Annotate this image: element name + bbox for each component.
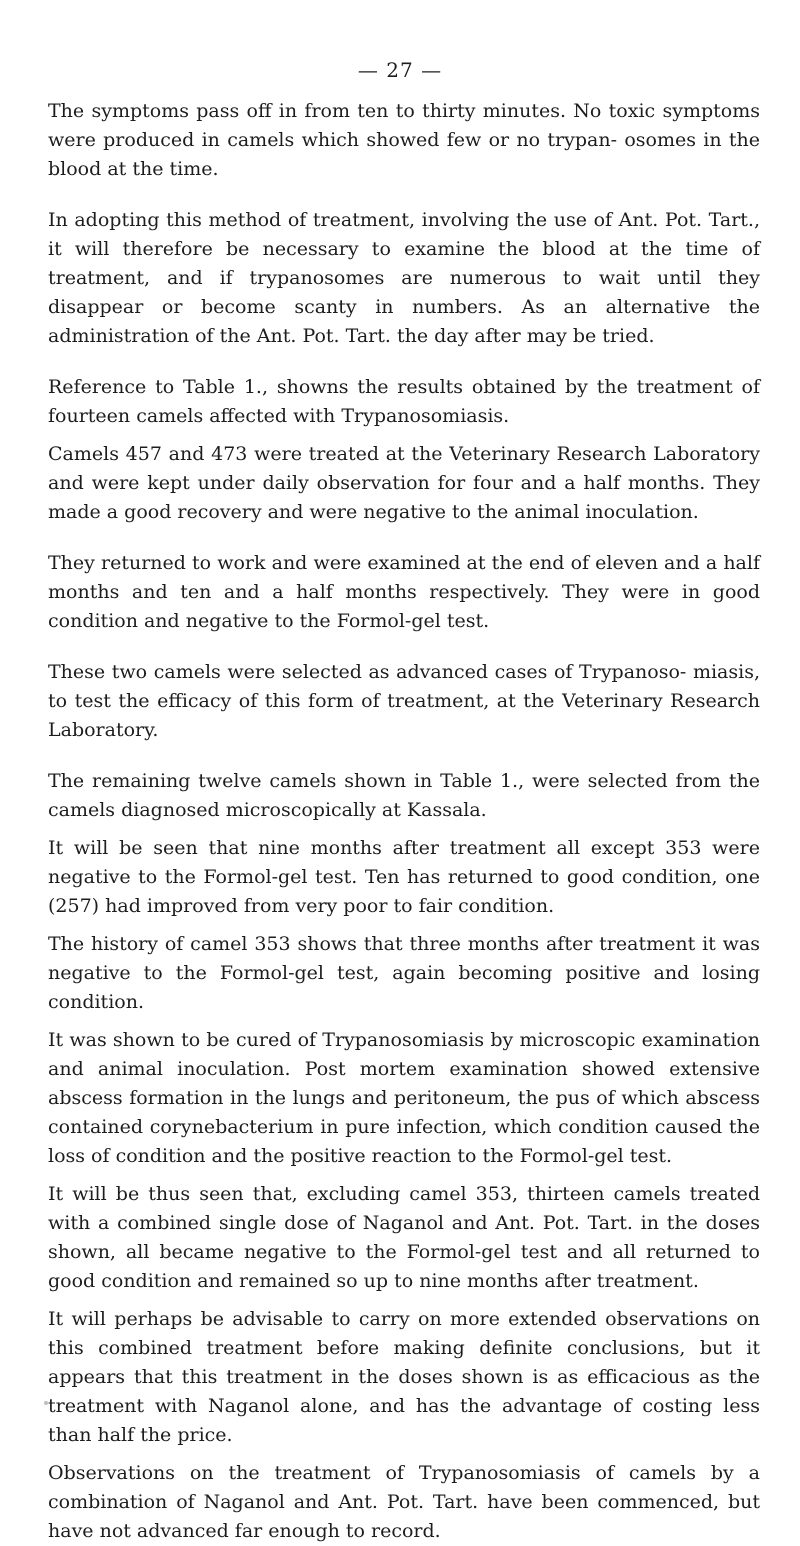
page-number: — 27 — (357, 58, 443, 82)
paragraph-symptoms: The symptoms pass off in from ten to thirty minutes. No toxic symptoms were produced in camels which showed few or no trypan- osomes in the blood at the time. (48, 100, 760, 180)
paragraph-returned-to-work: They returned to work and were examined at the end of eleven and a half months and ten and a half months respectively. They were in good condition and negative to the Formol-gel test. (48, 552, 760, 632)
paragraph-commenced-observations: Observations on the treatment of Trypanosomiasis of camels by a combination of Naganol and Ant. Pot. Tart. have been commenced, but have not advanced far enough to record. (48, 1462, 760, 1542)
scan-speck (44, 1401, 48, 1405)
paragraph-camels-457-473: Camels 457 and 473 were treated at the Veterinary Research Laboratory and were kept under daily observation for four and a half months. They made a good recovery and were negative to the animal inoculation. (48, 443, 760, 523)
paragraph-method: In adopting this method of treatment, involving the use of Ant. Pot. Tart., it will therefore be necessary to examine the blood at the time of treatment, and if trypanosomes are numerous to wait until they disappear or become scanty in numbers. As an alternative the administration of the Ant. Pot. Tart. the day after may be tried. (48, 209, 760, 347)
paragraph-extended-observations: It will perhaps be advisable to carry on more extended observations on this combined treatment before making definite conclusions, but it appears that this treatment in the doses shown is as efficacious as the treatment with Naganol alone, and has the advantage of costing less than half the price. (48, 1308, 760, 1446)
paragraph-nine-months: It will be seen that nine months after treatment all except 353 were negative to the Formol-gel test. Ten has returned to good condition, one (257) had improved from very poor to fair condition. (48, 837, 760, 917)
paragraph-table-reference: Reference to Table 1., showns the results obtained by the treatment of fourteen camels affected with Trypanosomiasis. (48, 376, 760, 427)
paragraph-advanced-cases: These two camels were selected as advanced cases of Trypanoso- miasis, to test the efficacy of this form of treatment, at the Veterinary Research Laboratory. (48, 661, 760, 741)
paragraph-post-mortem: It was shown to be cured of Trypanosomiasis by microscopic examination and animal inoculation. Post mortem examination showed extensive abscess formation in the lungs and peritoneum, the pus of which abscess contained corynebacterium in pure infection, which condition caused the loss of condition and the positive reaction to the Formol-gel test. (48, 1029, 760, 1167)
paragraph-camel-353-history: The history of camel 353 shows that three months after treatment it was negative to the Formol-gel test, again becoming positive and losing condition. (48, 933, 760, 1013)
paragraph-thirteen-camels: It will be thus seen that, excluding camel 353, thirteen camels treated with a combined single dose of Naganol and Ant. Pot. Tart. in the doses shown, all became negative to the Formol-gel test and all returned to good condition and remained so up to nine months after treatment. (48, 1183, 760, 1292)
body-text (48, 97, 760, 1546)
paragraph-remaining-twelve: The remaining twelve camels shown in Table 1., were selected from the camels diagnosed microscopically at Kassala. (48, 770, 760, 821)
